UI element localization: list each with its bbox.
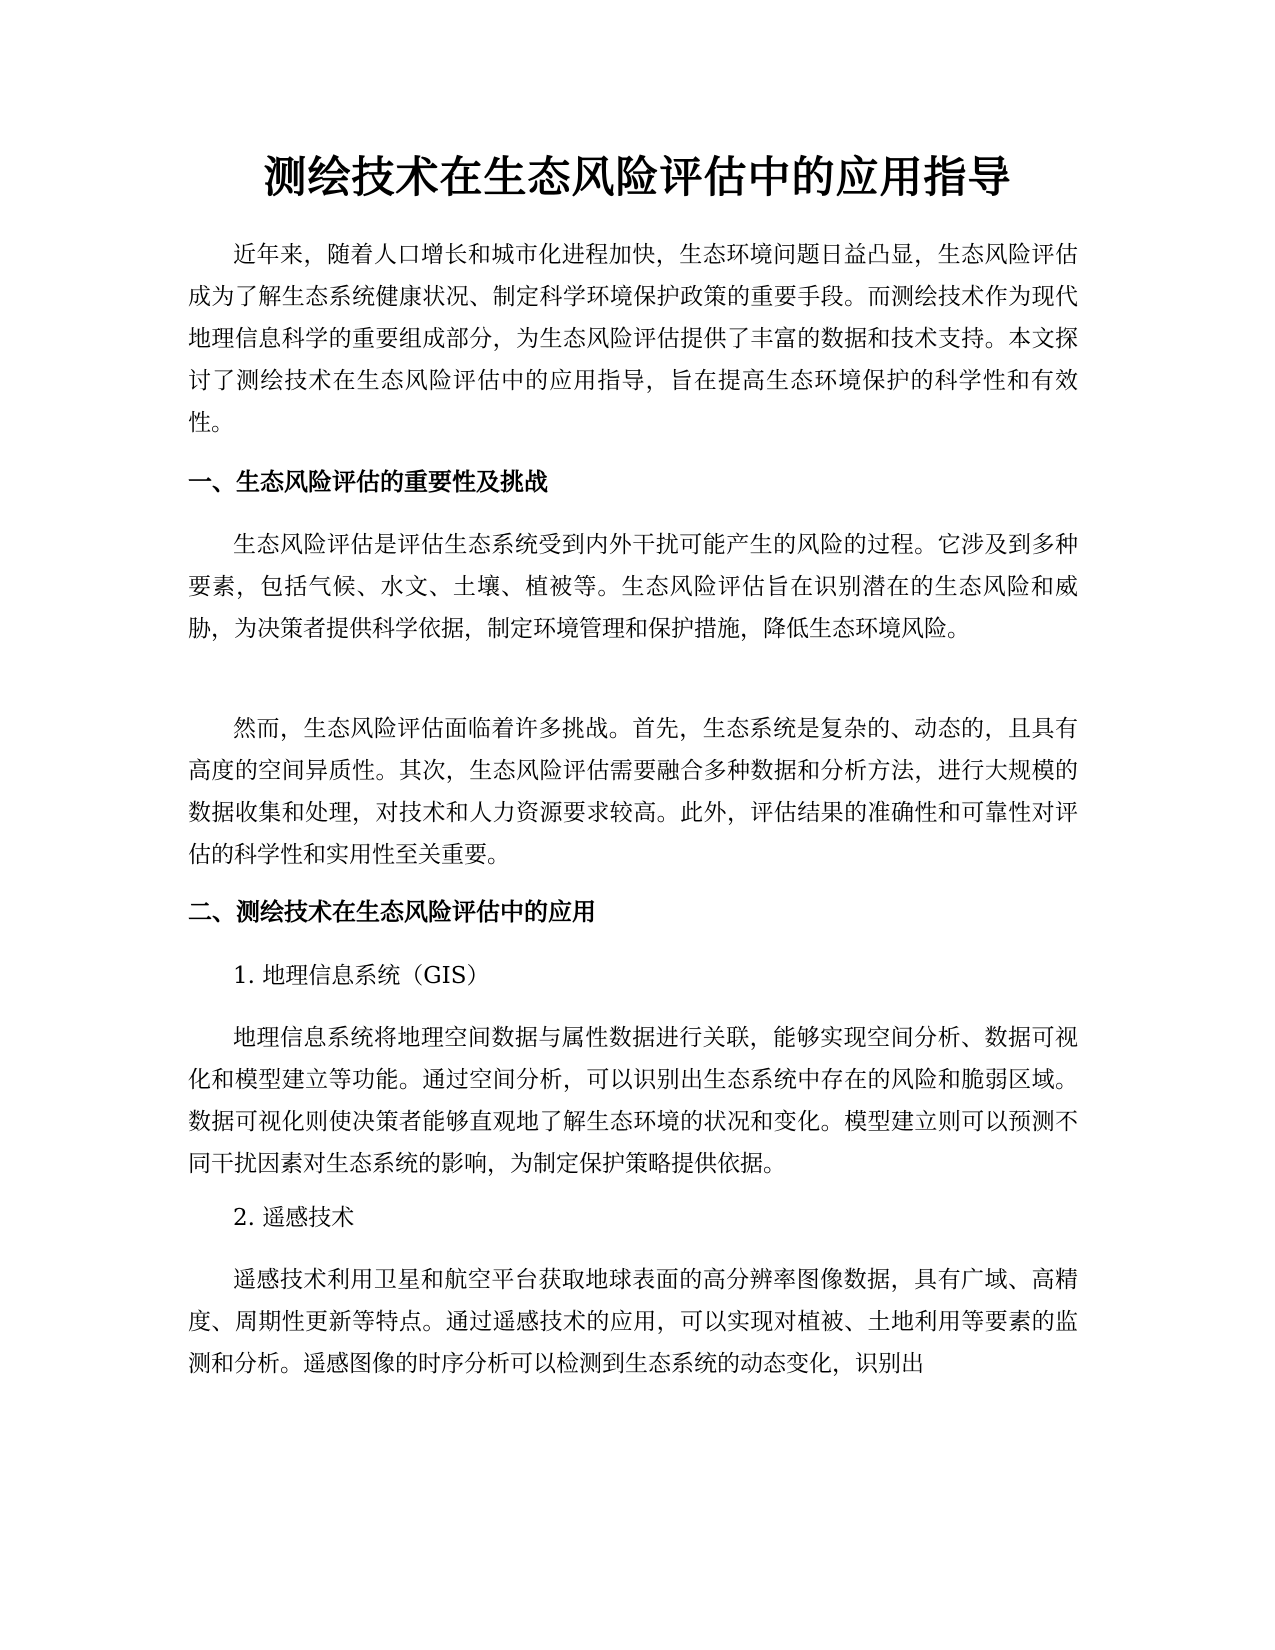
subsection-gis-paragraph: 地理信息系统将地理空间数据与属性数据进行关联，能够实现空间分析、数据可视化和模型建立等功能。通过空间分析，可以识别出生态系统中存在的风险和脆弱区域。数据可视化则使决策者能够直观地了解生态环境的状况和变化。模型建立则可以预测不同干扰因素对生态系统的影响，为制定保护策略提供依据。 xyxy=(188,1025,1078,1177)
subsection-remote-sensing-paragraph: 遥感技术利用卫星和航空平台获取地球表面的高分辨率图像数据，具有广域、高精度、周期性更新等特点。通过遥感技术的应用，可以实现对植被、土地利用等要素的监测和分析。遥感图像的时序分析可以检测到生态系统的动态变化，识别出 xyxy=(188,1267,1078,1377)
section-1-paragraph-2: 然而，生态风险评估面临着许多挑战。首先，生态系统是复杂的、动态的，且具有高度的空间异质性。其次，生态风险评估需要融合多种数据和分析方法，进行大规模的数据收集和处理，对技术和人力资源要求较高。此外，评估结果的准确性和可靠性对评估的科学性和实用性至关重要。 xyxy=(188,716,1078,868)
section-2-heading: 二、测绘技术在生态风险评估中的应用 xyxy=(188,898,596,926)
subsection-gis-heading: 1. 地理信息系统（GIS） xyxy=(233,963,490,989)
section-1-paragraph-1: 生态风险评估是评估生态系统受到内外干扰可能产生的风险的过程。它涉及到多种要素，包括气候、水文、土壤、植被等。生态风险评估旨在识别潜在的生态风险和威胁，为决策者提供科学依据，制定环境管理和保护措施，降低生态环境风险。 xyxy=(188,532,1078,642)
document-title: 测绘技术在生态风险评估中的应用指导 xyxy=(263,153,1012,203)
intro-paragraph: 近年来，随着人口增长和城市化进程加快，生态环境问题日益凸显，生态风险评估成为了解生态系统健康状况、制定科学环境保护政策的重要手段。而测绘技术作为现代地理信息科学的重要组成部分，为生态风险评估提供了丰富的数据和技术支持。本文探讨了测绘技术在生态风险评估中的应用指导，旨在提高生态环境保护的科学性和有效性。 xyxy=(188,242,1078,436)
section-1-heading: 一、生态风险评估的重要性及挑战 xyxy=(188,468,548,496)
subsection-remote-sensing-heading: 2. 遥感技术 xyxy=(233,1205,355,1231)
